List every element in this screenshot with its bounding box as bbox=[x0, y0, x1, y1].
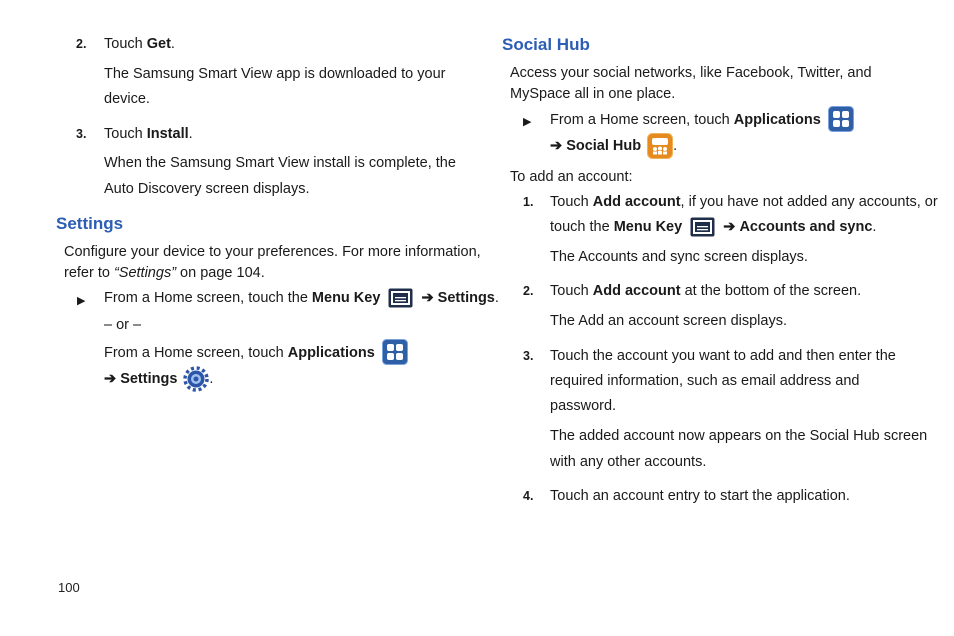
menu-key-icon bbox=[388, 288, 413, 308]
step-1-text-line-2: touch the Menu Key ➔ Accounts and sync. bbox=[550, 215, 876, 240]
step-2-text-right: Touch Add account at the bottom of the screen. bbox=[550, 283, 862, 299]
step-3-desc-line-2: with any other accounts. bbox=[550, 454, 707, 470]
settings-heading: Settings bbox=[56, 214, 124, 233]
bullet-icon: ▶ bbox=[77, 295, 86, 307]
step-2-number-right: 2. bbox=[523, 284, 534, 298]
step-3-desc-line-1: When the Samsung Smart View install is complete, the bbox=[104, 155, 456, 171]
settings-bullet-2: From a Home screen, touch Applications bbox=[104, 340, 408, 366]
social-hub-icon bbox=[647, 133, 673, 159]
settings-intro-line-1: Configure your device to your preferences. For more information, bbox=[64, 244, 481, 260]
bullet-icon: ▶ bbox=[523, 116, 532, 128]
social-hub-bullet-1-line-2: ➔ Social Hub . bbox=[550, 133, 677, 159]
settings-bullet-2-line-2: ➔ Settings . bbox=[104, 366, 213, 392]
step-2-desc-line-2: device. bbox=[104, 91, 150, 107]
step-3-text-line-1: Touch the account you want to add and then enter the bbox=[550, 348, 896, 364]
social-hub-intro-line-2: MySpace all in one place. bbox=[510, 86, 676, 102]
step-2-desc-line-1: The Samsung Smart View app is downloaded to your bbox=[104, 66, 446, 82]
menu-key-icon bbox=[690, 217, 715, 237]
step-1-number: 1. bbox=[523, 195, 534, 209]
applications-icon bbox=[382, 339, 408, 365]
settings-gear-icon bbox=[183, 366, 209, 392]
step-3-desc-line-1: The added account now appears on the Social Hub screen bbox=[550, 428, 928, 444]
step-2-desc-right: The Add an account screen displays. bbox=[550, 313, 787, 329]
social-hub-intro-line-1: Access your social networks, like Facebook, Twitter, and bbox=[510, 65, 872, 81]
applications-icon bbox=[828, 106, 854, 132]
step-1-text: Touch Add account, if you have not added any accounts, or bbox=[550, 194, 938, 210]
step-1-desc: The Accounts and sync screen displays. bbox=[550, 249, 808, 265]
step-3-number: 3. bbox=[76, 127, 87, 141]
step-3-text-line-2: required information, such as email address and bbox=[550, 373, 860, 389]
step-2-number: 2. bbox=[76, 37, 87, 51]
settings-intro-line-2: refer to “Settings” on page 104. bbox=[64, 265, 265, 281]
or-separator: – or – bbox=[104, 317, 142, 333]
social-hub-bullet-1: From a Home screen, touch Applications bbox=[550, 107, 854, 133]
step-3-desc-line-2: Auto Discovery screen displays. bbox=[104, 181, 310, 197]
settings-bullet-1: From a Home screen, touch the Menu Key ➔ Settings. bbox=[104, 286, 499, 311]
settings-page-reference: “Settings” bbox=[113, 265, 177, 281]
step-4-text: Touch an account entry to start the application. bbox=[550, 488, 850, 504]
page-number: 100 bbox=[58, 580, 80, 595]
step-3-number-right: 3. bbox=[523, 349, 534, 363]
social-hub-heading: Social Hub bbox=[502, 35, 590, 54]
step-3-text: Touch Install. bbox=[104, 126, 193, 142]
add-account-intro: To add an account: bbox=[510, 169, 633, 185]
step-2-text: Touch Get. bbox=[104, 36, 175, 52]
step-4-number: 4. bbox=[523, 489, 534, 503]
step-3-text-line-3: password. bbox=[550, 398, 617, 414]
